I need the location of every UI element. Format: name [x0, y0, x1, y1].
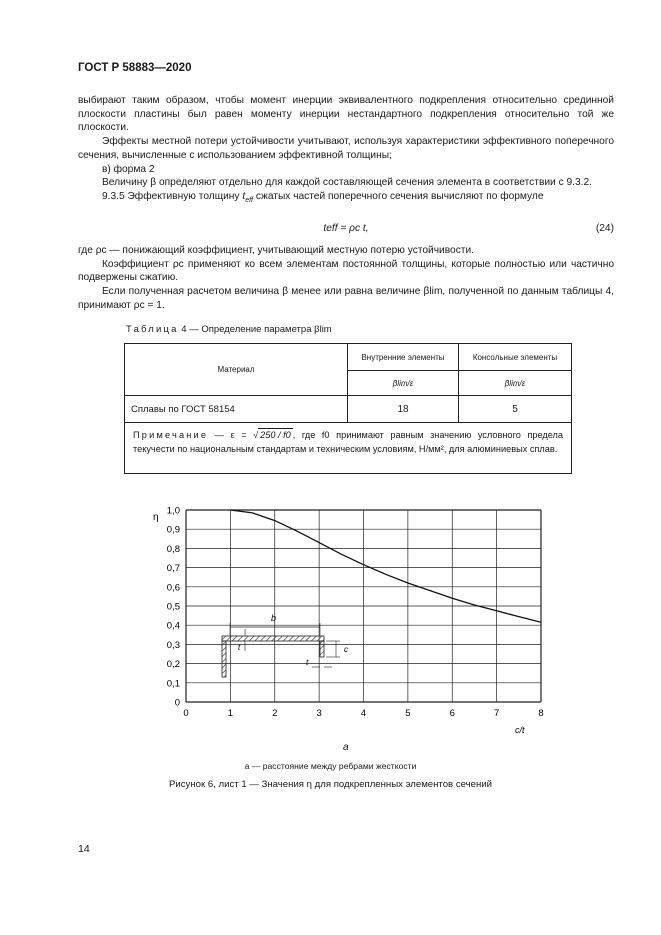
inset-t-right-label: t: [306, 658, 309, 667]
chart-grid: [186, 510, 541, 702]
cell-material: Сплавы по ГОСТ 58154: [125, 396, 348, 423]
chart-ticks: [167, 506, 544, 720]
x-tick-label: 7: [493, 708, 500, 719]
y-tick-label: 0: [174, 697, 180, 709]
formula-24: [78, 223, 614, 237]
table-caption: Таблица 4 — Определение параметра βlim: [126, 324, 332, 335]
y-tick-label: 0,7: [166, 563, 180, 575]
x-tick-label: 0: [183, 708, 189, 719]
y-tick-label: 0,1: [166, 678, 180, 690]
x-tick-label: 4: [360, 708, 367, 719]
page-number: 14: [78, 843, 90, 855]
paragraph-8: Если полученная расчетом величина β менее или равна величине βlim, полученной по данным таблицы 4, принимают ρc = 1.: [78, 286, 614, 311]
subheader-outstand: βlim/ε: [459, 371, 572, 396]
inset-c-label: c: [344, 645, 348, 654]
x-tick-label: 5: [405, 708, 411, 719]
paragraph-3: в) форма 2: [102, 163, 155, 175]
formula-number: (24): [595, 223, 614, 234]
header-outstand: Консольные элементы: [459, 344, 572, 371]
y-tick-label: 1,0: [166, 505, 180, 517]
inset-t-left-label: t: [238, 643, 241, 652]
y-tick-label: 0,2: [166, 659, 180, 671]
inset-flange: [222, 636, 324, 641]
subheader-internal: βlim/ε: [348, 371, 459, 396]
paragraph-1: выбирают таким образом, чтобы момент инерции эквивалентного подкрепления относительно срединной плоскости пластины был равен моменту инерции нестандартного подкрепления относительно той же плоскости.: [78, 95, 614, 134]
figure-legend: а — расстояние между ребрами жесткости: [244, 761, 417, 771]
x-tick-label: 3: [316, 708, 322, 719]
y-tick-label: 0,9: [166, 524, 180, 536]
inset-left-web: [222, 641, 226, 677]
formula: teff = ρc t,: [323, 223, 369, 234]
y-tick-label: 0,3: [166, 639, 180, 651]
section-inset: [222, 613, 348, 677]
doc-header: ГОСТ Р 58883—2020: [78, 62, 192, 74]
paragraph-7: Коэффициент ρc применяют ко всем элементам постоянной толщины, которые полностью или частично подвержены сжатию.: [78, 258, 614, 284]
eta-chart: [140, 495, 560, 740]
y-axis-label: η: [153, 512, 159, 523]
header-material: Материал: [125, 344, 348, 396]
eta-curve: [230, 510, 541, 622]
body-text: [78, 94, 614, 208]
x-tick-label: 8: [538, 708, 544, 719]
inset-b-label: b: [271, 613, 277, 623]
figure-caption: Рисунок 6, лист 1 — Значения η для подкрепленных элементов сечений: [169, 779, 492, 790]
paragraph-2: Эффекты местной потери устойчивости учитывают, используя характеристики эффективного поперечного сечения, вычисленные с использованием эффективной толщины;: [78, 136, 614, 161]
y-tick-label: 0,8: [166, 543, 180, 555]
header-internal: Внутренние элементы: [348, 344, 459, 371]
inset-right-lip: [320, 641, 324, 657]
figure-sublabel: а: [343, 742, 349, 753]
paragraph-5: 9.3.5 Эффективную толщину $t_{eff}$ сжатых частей поперечного сечения вычисляют по формуле: [102, 190, 544, 204]
paragraph-6: где ρc — понижающий коэффициент, учитывающий местную потерю устойчивости.: [78, 245, 474, 256]
x-tick-label: 2: [272, 708, 278, 719]
table-4: [124, 343, 572, 423]
paragraph-4: Величину β определяют отдельно для каждой составляющей сечения элемента в соответствии с 9.3.2.: [102, 177, 592, 189]
table-note: Примечание — ε = √ 250 / f0 , где f0 принимают равным значению условного предела текучести по национальным стандартам и техническим условиям, Н/мм², для алюминиевых сплав.: [133, 430, 563, 454]
x-tick-label: 6: [449, 708, 455, 719]
chart-series: [230, 510, 541, 622]
x-axis-label: c/t: [515, 725, 525, 735]
y-tick-label: 0,5: [166, 601, 180, 613]
cell-internal: 18: [348, 396, 459, 423]
body-text-2: [78, 244, 614, 313]
y-tick-label: 0,4: [166, 620, 180, 632]
x-tick-label: 1: [227, 708, 234, 719]
cell-outstand: 5: [459, 396, 572, 423]
y-tick-label: 0,6: [166, 582, 180, 594]
